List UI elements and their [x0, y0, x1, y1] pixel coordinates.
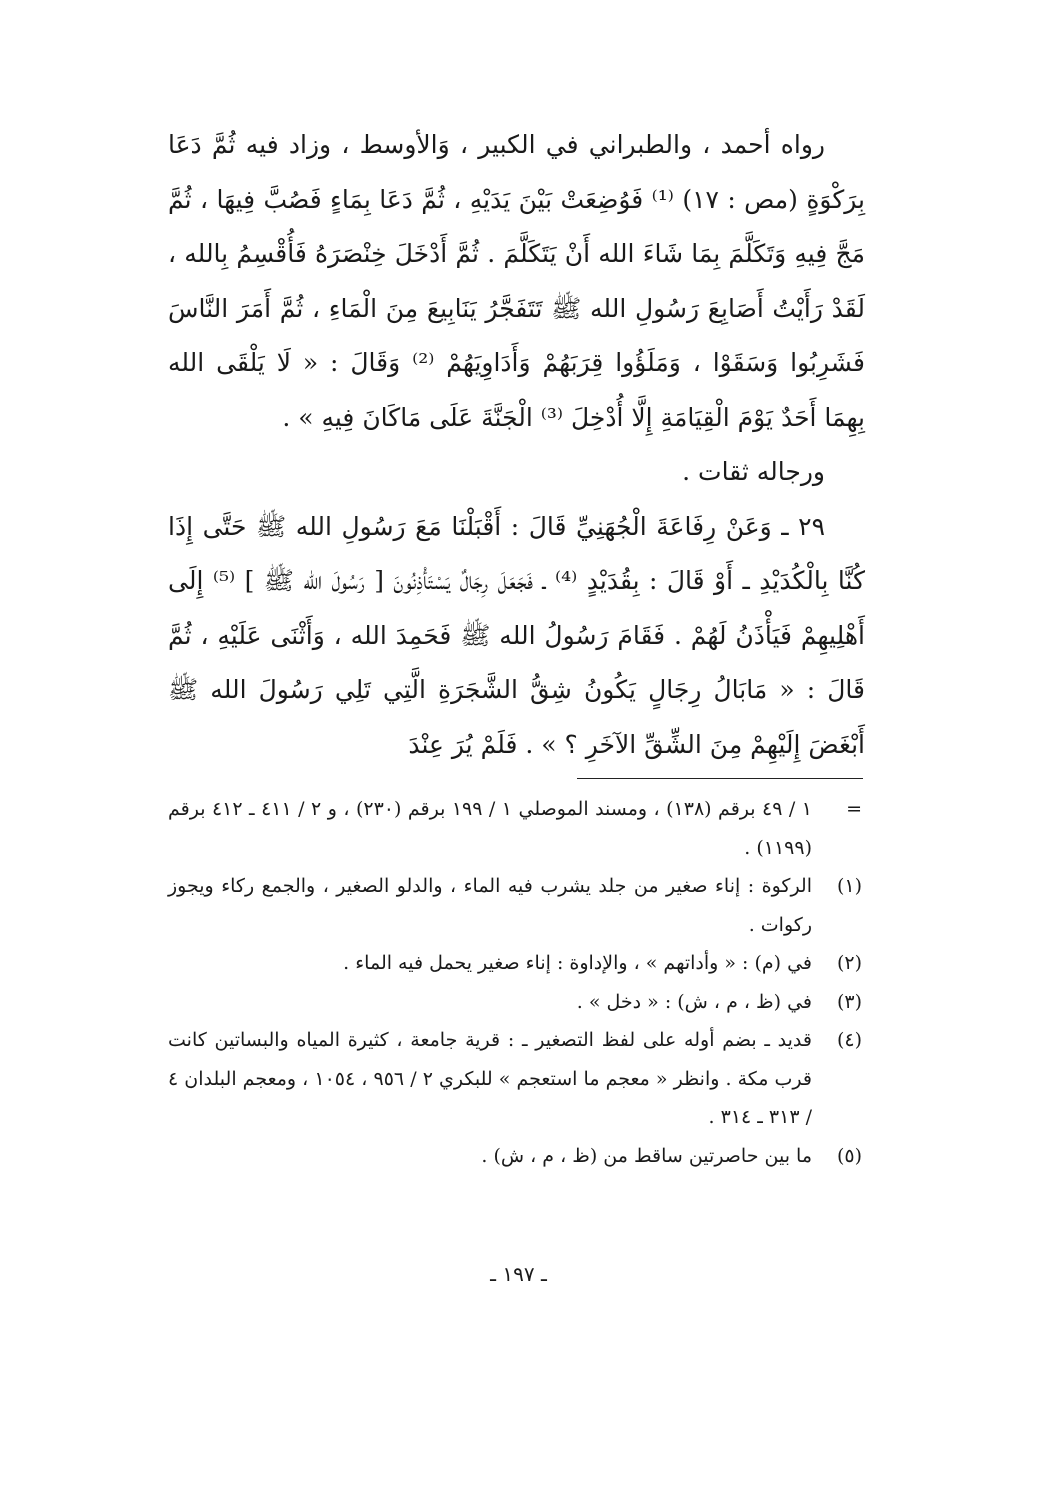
paragraph-rijal: ورجاله ثقات .: [682, 457, 825, 486]
footnote-continuation: [168, 790, 862, 867]
footnote-text: قديد ـ بضم أوله على لفظ التصغير ـ : قرية جامعة ، كثيرة المياه والبساتين كانت قرب مكة . وانظر « معجم ما استعجم » للبكري ٢ / ٩٥٦ ، ١٠٥٤ ، ومعجم البلدان ٤ / ٣١٣ ـ ٣١٤ .: [168, 1029, 812, 1128]
footnote-text: الركوة : إناء صغير من جلد يشرب فيه الماء ، والدلو الصغير ، والجمع ركاء ويجوز ركوات .: [168, 875, 812, 936]
main-text: [168, 118, 865, 772]
footnote-2: [168, 944, 862, 983]
footnote-text: في (م) : « وأداتهم » ، والإداوة : إناء صغير يحمل فيه الماء .: [343, 952, 812, 974]
footnote-text: ١ / ٤٩ برقم (١٣٨) ، ومسند الموصلي ١ / ١٩٩ برقم (٢٣٠) ، و ٢ / ٤١١ ـ ٤١٢ برقم (١١٩٩) .: [168, 798, 812, 859]
page-number: ـ ١٩٧ ـ: [490, 1262, 547, 1286]
footnote-mark: =: [846, 798, 862, 820]
footnote-mark: (٣): [836, 990, 862, 1013]
footnote-3: [168, 983, 862, 1022]
footnote-5: [168, 1137, 862, 1176]
footnote-mark: (٥): [836, 1144, 862, 1167]
footnotes: [168, 790, 862, 1175]
footnote-mark: (١): [836, 875, 862, 897]
footnote-text: في (ظ ، م ، ش) : « دخل » .: [576, 990, 812, 1013]
footnote-1: [168, 867, 862, 944]
footnote-text: ما بين حاصرتين ساقط من (ظ ، م ، ش) .: [481, 1144, 812, 1167]
footnote-mark: (٤): [836, 1029, 862, 1051]
footnote-divider: [577, 778, 863, 779]
footnote-4: [168, 1021, 862, 1137]
footnote-mark: (٢): [836, 952, 862, 974]
paragraph-hadith-29: ٢٩ ـ وَعَنْ رِفَاعَةَ الْجُهَنِيِّ قَالَ : أَقْبَلْنَا مَعَ رَسُولِ الله ﷺ حَتَّى إِذَا كُنَّا بِالْكُدَيْدِ ـ أَوْ قَالَ : بِقُدَيْدٍ ⁽⁴⁾ ـ فَجَعَلَ رِجَالٌ يَسْتَأْذِنُونَ [ رَسُولَ الله ﷺ ] ⁽⁵⁾ إِلَى أَهْلِيهِمْ فَيَأْذَنُ لَهُمْ . فَقَامَ رَسُولُ الله ﷺ فَحَمِدَ الله ، وَأَثْنَى عَلَيْهِ ، ثُمَّ قَالَ : « مَابَالُ رِجَالٍ يَكُونُ شِقُّ الشَّجَرَةِ الَّتِي تَلِي رَسُولَ الله ﷺ أَبْغَضَ إِلَيْهِمْ مِنَ الشِّقِّ الآخَرِ ؟ » . فَلَمْ يُرَ عِنْدَ: [168, 511, 865, 759]
paragraph-narration: رواه أحمد ، والطبراني في الكبير ، وَالأوسط ، وزاد فيه ثُمَّ دَعَا بِرَكْوَةٍ (مص : ١٧) ⁽¹⁾ فَوُضِعَتْ بَيْنَ يَدَيْهِ ، ثُمَّ دَعَا بِمَاءٍ فَصُبَّ فِيهَا ، ثُمَّ مَجَّ فِيهِ وَتَكَلَّمَ بِمَا شَاءَ الله أَنْ يَتَكَلَّمَ . ثُمَّ أَدْخَلَ خِنْصَرَهُ فَأُقْسِمُ بِالله ، لَقَدْ رَأَيْتُ أَصَابِعَ رَسُولِ الله ﷺ تَتَفَجَّرُ يَنَابِيعَ مِنَ الْمَاءِ ، ثُمَّ أَمَرَ النَّاسَ فَشَرِبُوا وَسَقَوْا ، وَمَلَؤُوا قِرَبَهُمْ وَأَدَاوِيَهُمْ ⁽²⁾ وَقَالَ : « لَا يَلْقَى الله بِهِمَا أَحَدٌ يَوْمَ الْقِيَامَةِ إِلَّا أُدْخِلَ ⁽³⁾ الْجَنَّةَ عَلَى مَاكَانَ فِيهِ » .: [168, 130, 866, 432]
